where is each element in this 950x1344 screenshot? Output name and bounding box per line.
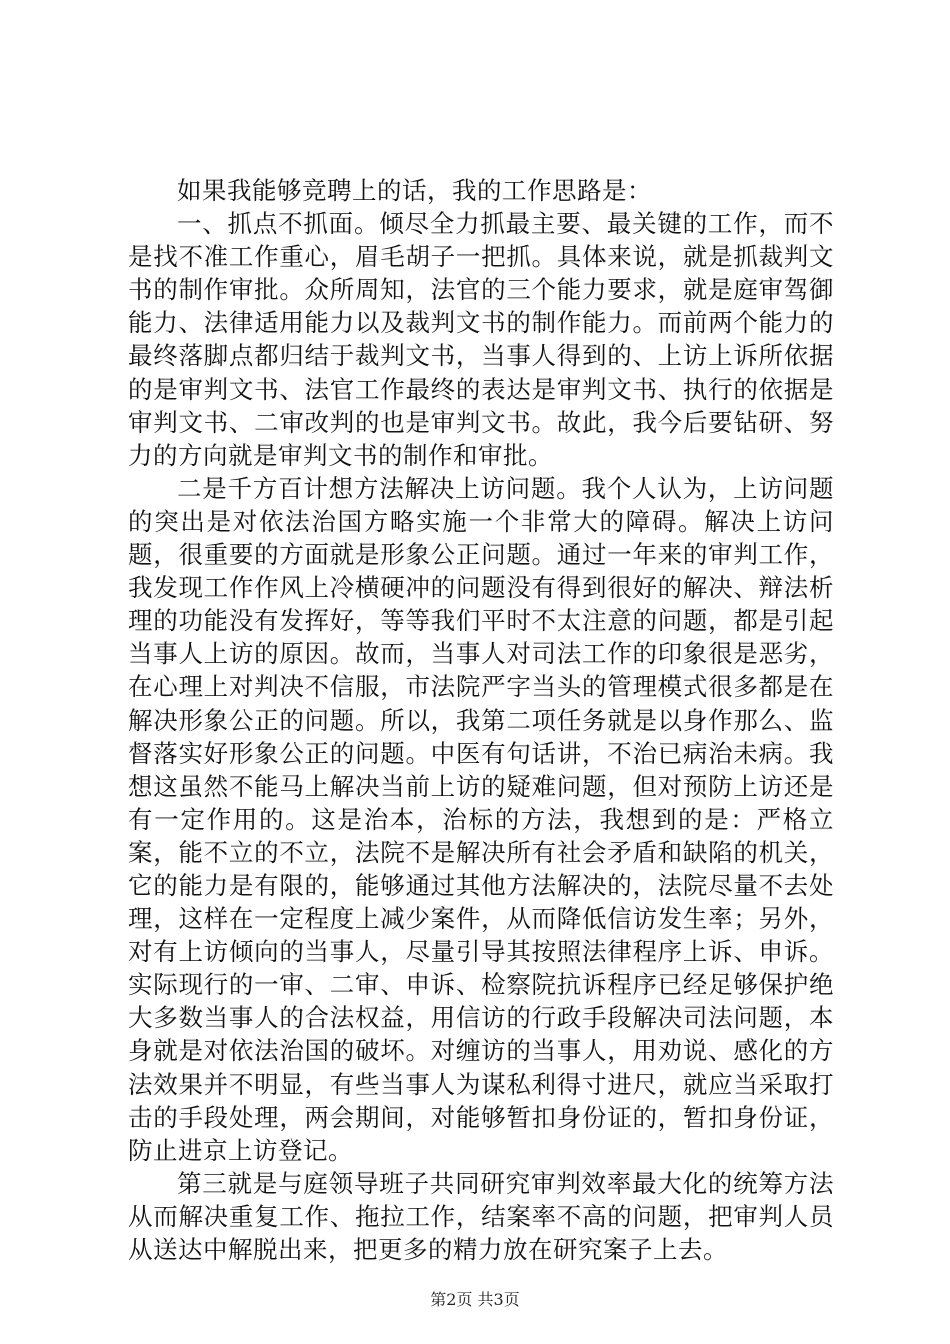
- paragraph-intro: 如果我能够竞聘上的话，我的工作思路是：: [177, 176, 652, 205]
- document-body: [128, 174, 834, 1266]
- paragraph-point-one: 一、抓点不抓面。倾尽全力抓最主要、最关键的工作，而不是找不准工作重心，眉毛胡子一把抓。具体来说，就是抓裁判文书的制作审批。众所周知，法官的三个能力要求，就是庭审驾御能力、法律适用能力以及裁判文书的制作能力。而前两个能力的最终落脚点都归结于裁判文书，当事人得到的、上访上诉所依据的是审判文书、法官工作最终的表达是审判文书、执行的依据是审判文书、二审改判的也是审判文书。故此，我今后要钻研、努力的方向就是审判文书的制作和审批。: [128, 209, 834, 470]
- paragraph-point-two: 二是千方百计想方法解决上访问题。我个人认为，上访问题的突出是对依法治国方略实施一个非常大的障碍。解决上访问题，很重要的方面就是形象公正问题。通过一年来的审判工作，我发现工作作风上冷横硬冲的问题没有得到很好的解决、辩法析理的功能没有发挥好，等等我们平时不太注意的问题，都是引起当事人上访的原因。故而，当事人对司法工作的印象很是恶劣，在心理上对判决不信服，市法院严字当头的管理模式很多都是在解决形象公正的问题。所以，我第二项任务就是以身作那么、监督落实好形象公正的问题。中医有句话讲，不治已病治未病。我想这虽然不能马上解决当前上访的疑难问题，但对预防上访还是有一定作用的。这是治本，治标的方法，我想到的是：严格立案，能不立的不立，法院不是解决所有社会矛盾和缺陷的机关，它的能力是有限的，能够通过其他方法解决的，法院尽量不去处理，这样在一定程度上减少案件，从而降低信访发生率；另外，对有上访倾向的当事人，尽量引导其按照法律程序上诉、申诉。实际现行的一审、二审、申诉、检察院抗诉程序已经足够保护绝大多数当事人的合法权益，用信访的行政手段解决司法问题，本身就是对依法治国的破坏。对缠访的当事人，用劝说、感化的方法效果并不明显，有些当事人为谋私利得寸进尺，就应当采取打击的手段处理，两会期间，对能够暂扣身份证的，暂扣身份证，防止进京上访登记。: [128, 473, 834, 1165]
- page-number-footer: 第2页 共3页: [430, 1290, 520, 1309]
- paragraph-point-three: 第三就是与庭领导班子共同研究审判效率最大化的统筹方法从而解决重复工作、拖拉工作，结案率不高的问题，把审判人员从送达中解脱出来，把更多的精力放在研究案子上去。: [128, 1168, 834, 1264]
